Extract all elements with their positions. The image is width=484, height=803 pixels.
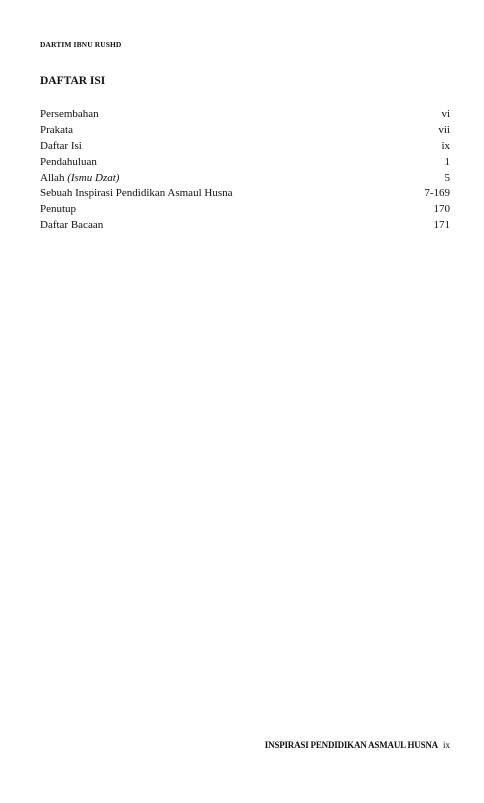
toc-entry-page: 7-169 <box>424 187 450 200</box>
toc-entry-label: Allah (Ismu Dzat) <box>40 171 120 184</box>
toc-entry-label: Daftar Bacaan <box>40 219 104 232</box>
toc-entry-pendahuluan <box>40 155 450 171</box>
footer-book-title: INSPIRASI PENDIDIKAN ASMAUL HUSNA <box>264 740 438 750</box>
page-title: DAFTAR ISI <box>40 75 106 87</box>
running-footer <box>265 740 450 750</box>
toc-entry-label: Pendahuluan <box>40 155 97 168</box>
toc-entry-daftar-bacaan <box>40 218 450 234</box>
toc-entry-page: vi <box>441 108 450 120</box>
toc-entry-page: 170 <box>433 203 450 216</box>
toc-entry-label: Penutup <box>40 203 77 216</box>
toc-entry-label: Prakata <box>40 123 73 136</box>
running-head-author: DARTIM IBNU RUSHD <box>40 40 122 49</box>
toc-entry-penutup <box>40 202 450 218</box>
toc-entry-label: Daftar Isi <box>40 139 82 152</box>
toc-entry-page: 171 <box>433 219 450 232</box>
toc-entry-page: 5 <box>444 171 450 184</box>
toc-entry-page: 1 <box>444 155 450 168</box>
toc-entry-allah <box>40 171 450 187</box>
toc-entry-label: Sebuah Inspirasi Pendidikan Asmaul Husna <box>40 187 233 200</box>
toc-entry-prakata <box>40 123 450 139</box>
toc-entry-sebuah-inspirasi <box>40 186 450 202</box>
toc-entry-page: vii <box>438 123 450 136</box>
toc-entry-daftar-isi <box>40 139 450 155</box>
toc-entry-page: ix <box>441 139 450 152</box>
footer-page-number: ix <box>442 740 450 750</box>
toc-entry-label: Persembahan <box>40 108 99 120</box>
toc-entry-label-italic: (Ismu Dzat) <box>67 171 120 184</box>
table-of-contents <box>40 107 450 234</box>
toc-entry-persembahan <box>40 107 450 123</box>
